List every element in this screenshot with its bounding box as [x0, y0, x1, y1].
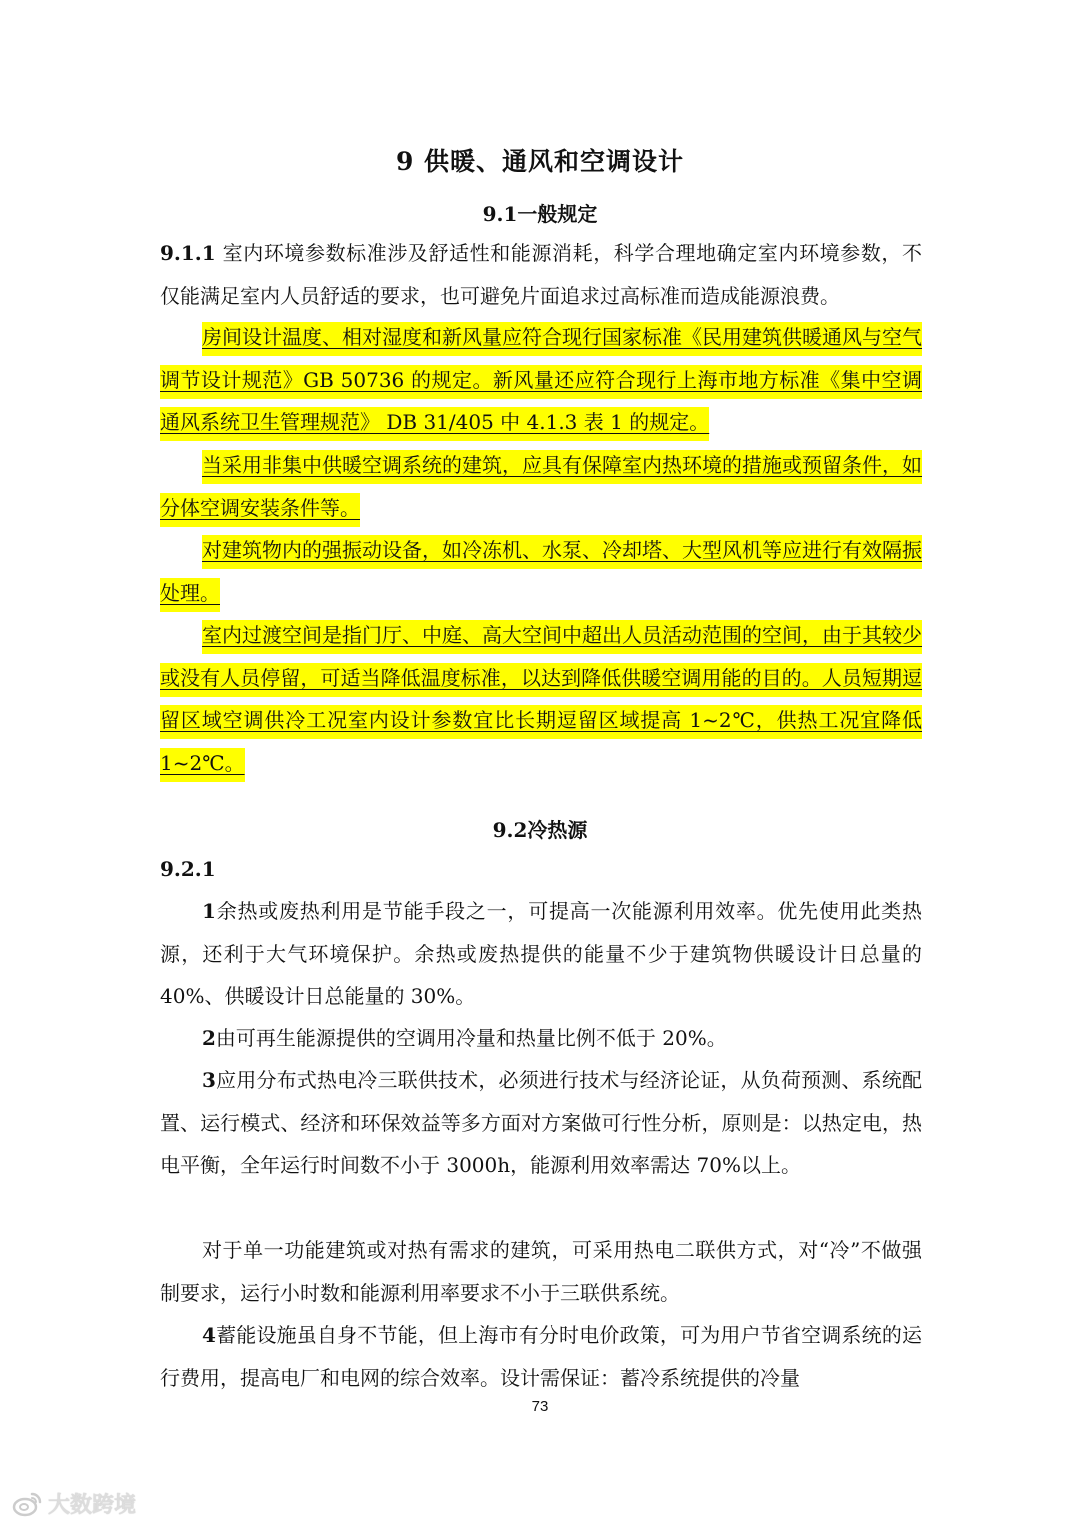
watermark-text: 大数跨境: [48, 1493, 137, 1518]
highlighted-paragraph: [160, 444, 922, 529]
highlighted-paragraph: [160, 316, 922, 444]
highlighted-text: 室内过渡空间是指门厅、中庭、高大空间中超出人员活动范围的空间，由于其较少或没有人员停留，可适当降低温度标准，以达到降低供暖空调用能的目的。人员短期逗留区域空调供冷工况室内设计参数宜比长期逗留区域提高 1~2℃，供热工况宜降低 1~2℃。: [160, 620, 922, 782]
clause-number: 9.2.1: [160, 857, 216, 881]
list-item: [160, 1059, 922, 1187]
item-number: 3: [202, 1068, 216, 1092]
page-number: 73: [531, 1398, 549, 1415]
item-number: 2: [202, 1026, 216, 1050]
item-text: 由可再生能源提供的空调用冷量和热量比例不低于 20%。: [215, 1026, 727, 1050]
item-text: 余热或废热利用是节能手段之一，可提高一次能源利用效率。优先使用此类热源，还利于大气环境保护。余热或废热提供的能量不少于建筑物供暖设计日总量的 40%、供暖设计日总能量的 30%。: [160, 899, 922, 1008]
clause-number: 9.1.1: [160, 241, 216, 265]
clause-9-1-1: [160, 232, 922, 317]
item-text: 蓄能设施虽自身不节能，但上海市有分时电价政策，可为用户节省空调系统的运行费用，提高电厂和电网的综合效率。设计需保证：蓄冷系统提供的冷量: [160, 1323, 922, 1390]
item-text: 对于单一功能建筑或对热有需求的建筑，可采用热电二联供方式，对“冷”不做强制要求，运行小时数和能源利用率要求不小于三联供系统。: [160, 1238, 922, 1305]
highlighted-text: 对建筑物内的强振动设备，如冷冻机、水泵、冷却塔、大型风机等应进行有效隔振处理。: [160, 535, 922, 612]
highlighted-paragraph: [160, 614, 922, 784]
section-title-9-1: 9.1一般规定: [482, 202, 598, 226]
item-number: 4: [202, 1323, 216, 1347]
highlighted-text: 房间设计温度、相对湿度和新风量应符合现行国家标准《民用建筑供暖通风与空气调节设计规范》GB 50736 的规定。新风量还应符合现行上海市地方标准《集中空调通风系统卫生管理规范》 DB 31/405 中 4.1.3 表 1 的规定。: [160, 322, 922, 441]
clause-9-2-1-number: [160, 848, 922, 891]
section-title-9-2: 9.2冷热源: [492, 818, 588, 842]
list-item: [160, 1314, 922, 1399]
clause-text: 室内环境参数标准涉及舒适性和能源消耗，科学合理地确定室内环境参数，不仅能满足室内人员舒适的要求，也可避免片面追求过高标准而造成能源浪费。: [160, 241, 923, 308]
list-item: [160, 1017, 922, 1060]
item-number: 1: [202, 899, 216, 923]
weibo-logo-icon: [12, 1491, 42, 1517]
chapter-title: 9 供暖、通风和空调设计: [395, 147, 685, 176]
list-item: [160, 1229, 922, 1314]
watermark: [12, 1488, 136, 1519]
highlighted-paragraph: [160, 529, 922, 614]
item-text: 应用分布式热电冷三联供技术，必须进行技术与经济论证，从负荷预测、系统配置、运行模式、经济和环保效益等多方面对方案做可行性分析，原则是：以热定电，热电平衡，全年运行时间数不小于 3000h，能源利用效率需达 70%以上。: [160, 1068, 922, 1177]
highlighted-text: 当采用非集中供暖空调系统的建筑，应具有保障室内热环境的措施或预留条件，如分体空调安装条件等。: [160, 450, 922, 527]
list-item: [160, 890, 922, 1018]
